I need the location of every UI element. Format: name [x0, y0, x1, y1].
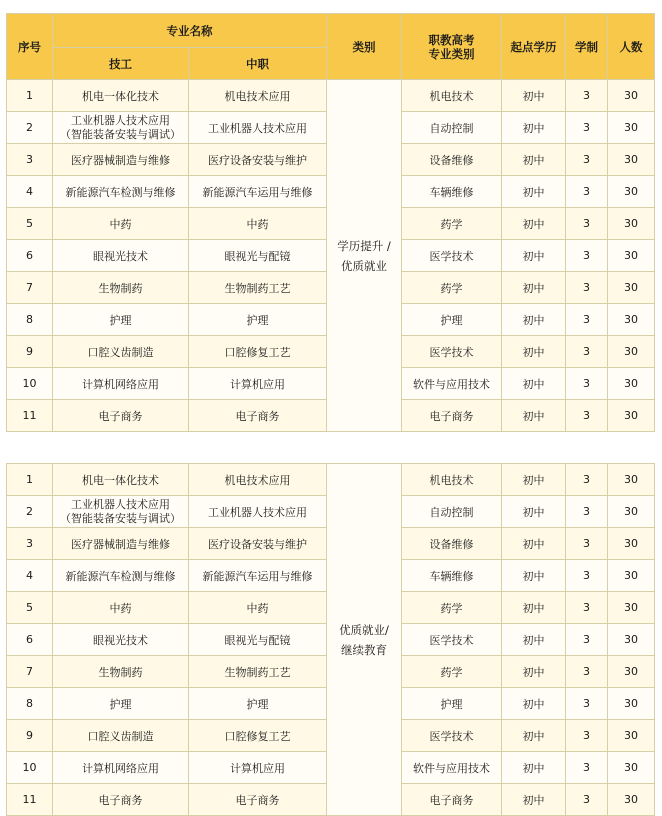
- header-count: 人数: [608, 14, 655, 80]
- cell-secondary: 护理: [189, 304, 327, 336]
- cell-exam-type: 设备维修: [402, 144, 502, 176]
- header-exam-type-line1: 职教高考: [428, 32, 475, 47]
- cell-category: [327, 464, 402, 816]
- cell-duration: 3: [566, 112, 608, 144]
- cell-seq: 8: [7, 304, 53, 336]
- cell-exam-type: 医学技术: [402, 624, 502, 656]
- cell-seq: 5: [7, 208, 53, 240]
- cell-exam-type: 设备维修: [402, 528, 502, 560]
- table-header: [7, 14, 655, 80]
- cell-tech: 计算机网络应用: [53, 752, 189, 784]
- cell-seq: 1: [7, 80, 53, 112]
- cell-duration: 3: [566, 624, 608, 656]
- cell-start-level: 初中: [502, 784, 566, 816]
- cell-count: 30: [608, 656, 655, 688]
- cell-exam-type: 自动控制: [402, 496, 502, 528]
- cell-duration: 3: [566, 208, 608, 240]
- cell-secondary: 眼视光与配镜: [189, 624, 327, 656]
- cell-secondary: 机电技术应用: [189, 80, 327, 112]
- cell-count: 30: [608, 304, 655, 336]
- cell-secondary: 中药: [189, 592, 327, 624]
- cell-category: [327, 80, 402, 432]
- cell-tech: 生物制药: [53, 272, 189, 304]
- cell-count: 30: [608, 272, 655, 304]
- cell-duration: 3: [566, 528, 608, 560]
- cell-secondary: 医疗设备安装与维护: [189, 528, 327, 560]
- category-line1: 优质就业/: [339, 622, 389, 637]
- cell-start-level: 初中: [502, 592, 566, 624]
- cell-start-level: 初中: [502, 368, 566, 400]
- cell-seq: 8: [7, 688, 53, 720]
- cell-count: 30: [608, 80, 655, 112]
- cell-tech-line1: 工业机器人技术应用: [71, 497, 170, 511]
- cell-duration: 3: [566, 272, 608, 304]
- category-line2: 优质就业: [341, 258, 387, 273]
- cell-tech: 眼视光技术: [53, 624, 189, 656]
- cell-tech: 电子商务: [53, 400, 189, 432]
- cell-tech: 护理: [53, 304, 189, 336]
- cell-count: 30: [608, 752, 655, 784]
- table-row: [7, 464, 655, 496]
- cell-duration: 3: [566, 304, 608, 336]
- cell-count: 30: [608, 688, 655, 720]
- cell-exam-type: 医学技术: [402, 336, 502, 368]
- cell-tech: 医疗器械制造与维修: [53, 528, 189, 560]
- cell-exam-type: 护理: [402, 688, 502, 720]
- cell-seq: 2: [7, 496, 53, 528]
- cell-secondary: 新能源汽车运用与维修: [189, 560, 327, 592]
- cell-duration: 3: [566, 240, 608, 272]
- cell-seq: 9: [7, 720, 53, 752]
- cell-duration: 3: [566, 784, 608, 816]
- cell-exam-type: 车辆维修: [402, 560, 502, 592]
- cell-exam-type: 医学技术: [402, 240, 502, 272]
- cell-start-level: 初中: [502, 496, 566, 528]
- cell-secondary: 护理: [189, 688, 327, 720]
- cell-seq: 9: [7, 336, 53, 368]
- cell-start-level: 初中: [502, 464, 566, 496]
- header-tech: 技工: [53, 48, 189, 80]
- cell-tech: 口腔义齿制造: [53, 336, 189, 368]
- header-duration: 学制: [566, 14, 608, 80]
- table-row: [7, 80, 655, 112]
- cell-tech: [53, 112, 189, 144]
- cell-secondary: 眼视光与配镜: [189, 240, 327, 272]
- cell-tech: 新能源汽车检测与维修: [53, 176, 189, 208]
- cell-tech: 眼视光技术: [53, 240, 189, 272]
- header-category: 类别: [327, 14, 402, 80]
- cell-tech-line2: （智能装备安装与调试）: [60, 127, 181, 141]
- cell-start-level: 初中: [502, 240, 566, 272]
- cell-duration: 3: [566, 368, 608, 400]
- cell-count: 30: [608, 144, 655, 176]
- cell-start-level: 初中: [502, 80, 566, 112]
- cell-secondary: 电子商务: [189, 784, 327, 816]
- cell-seq: 1: [7, 464, 53, 496]
- cell-count: 30: [608, 400, 655, 432]
- cell-start-level: 初中: [502, 624, 566, 656]
- cell-seq: 4: [7, 176, 53, 208]
- cell-duration: 3: [566, 752, 608, 784]
- cell-exam-type: 药学: [402, 272, 502, 304]
- group-spacer: [7, 432, 655, 464]
- cell-exam-type: 药学: [402, 592, 502, 624]
- cell-tech: 机电一体化技术: [53, 464, 189, 496]
- cell-start-level: 初中: [502, 144, 566, 176]
- cell-seq: 4: [7, 560, 53, 592]
- cell-start-level: 初中: [502, 720, 566, 752]
- cell-seq: 3: [7, 144, 53, 176]
- cell-count: 30: [608, 720, 655, 752]
- cell-start-level: 初中: [502, 208, 566, 240]
- cell-exam-type: 药学: [402, 208, 502, 240]
- cell-duration: 3: [566, 400, 608, 432]
- cell-seq: 6: [7, 240, 53, 272]
- cell-tech-line2: （智能装备安装与调试）: [60, 511, 181, 525]
- cell-duration: 3: [566, 176, 608, 208]
- cell-tech-line1: 工业机器人技术应用: [71, 113, 170, 127]
- cell-seq: 2: [7, 112, 53, 144]
- cell-exam-type: 机电技术: [402, 80, 502, 112]
- cell-secondary: 中药: [189, 208, 327, 240]
- cell-start-level: 初中: [502, 656, 566, 688]
- cell-exam-type: 软件与应用技术: [402, 368, 502, 400]
- cell-secondary: 计算机应用: [189, 752, 327, 784]
- cell-duration: 3: [566, 720, 608, 752]
- cell-duration: 3: [566, 688, 608, 720]
- category-line2: 继续教育: [341, 642, 387, 657]
- cell-tech: 中药: [53, 592, 189, 624]
- cell-seq: 11: [7, 784, 53, 816]
- cell-duration: 3: [566, 560, 608, 592]
- cell-seq: 7: [7, 656, 53, 688]
- cell-tech: 机电一体化技术: [53, 80, 189, 112]
- cell-count: 30: [608, 592, 655, 624]
- cell-count: 30: [608, 528, 655, 560]
- cell-tech: 中药: [53, 208, 189, 240]
- cell-secondary: 生物制药工艺: [189, 656, 327, 688]
- cell-duration: 3: [566, 144, 608, 176]
- cell-exam-type: 医学技术: [402, 720, 502, 752]
- cell-exam-type: 机电技术: [402, 464, 502, 496]
- header-start-level: 起点学历: [502, 14, 566, 80]
- cell-seq: 7: [7, 272, 53, 304]
- cell-count: 30: [608, 496, 655, 528]
- cell-count: 30: [608, 112, 655, 144]
- cell-start-level: 初中: [502, 560, 566, 592]
- cell-start-level: 初中: [502, 688, 566, 720]
- cell-secondary: 工业机器人技术应用: [189, 112, 327, 144]
- header-seq: 序号: [7, 14, 53, 80]
- cell-tech: 生物制药: [53, 656, 189, 688]
- cell-start-level: 初中: [502, 112, 566, 144]
- cell-duration: 3: [566, 656, 608, 688]
- cell-start-level: 初中: [502, 176, 566, 208]
- cell-duration: 3: [566, 336, 608, 368]
- header-exam-type: [402, 14, 502, 80]
- cell-duration: 3: [566, 464, 608, 496]
- table-body: [7, 80, 655, 816]
- cell-exam-type: 车辆维修: [402, 176, 502, 208]
- cell-secondary: 口腔修复工艺: [189, 336, 327, 368]
- cell-seq: 5: [7, 592, 53, 624]
- cell-secondary: 口腔修复工艺: [189, 720, 327, 752]
- header-exam-type-line2: 专业类别: [428, 46, 475, 61]
- cell-exam-type: 软件与应用技术: [402, 752, 502, 784]
- cell-count: 30: [608, 336, 655, 368]
- cell-tech: 医疗器械制造与维修: [53, 144, 189, 176]
- cell-exam-type: 电子商务: [402, 784, 502, 816]
- cell-tech: 电子商务: [53, 784, 189, 816]
- cell-secondary: 机电技术应用: [189, 464, 327, 496]
- cell-count: 30: [608, 560, 655, 592]
- cell-exam-type: 自动控制: [402, 112, 502, 144]
- cell-tech: 护理: [53, 688, 189, 720]
- cell-secondary: 生物制药工艺: [189, 272, 327, 304]
- cell-start-level: 初中: [502, 336, 566, 368]
- cell-count: 30: [608, 464, 655, 496]
- cell-tech: [53, 496, 189, 528]
- cell-start-level: 初中: [502, 304, 566, 336]
- cell-secondary: 医疗设备安装与维护: [189, 144, 327, 176]
- cell-exam-type: 药学: [402, 656, 502, 688]
- cell-exam-type: 电子商务: [402, 400, 502, 432]
- cell-start-level: 初中: [502, 752, 566, 784]
- cell-secondary: 新能源汽车运用与维修: [189, 176, 327, 208]
- cell-seq: 10: [7, 752, 53, 784]
- cell-start-level: 初中: [502, 400, 566, 432]
- cell-seq: 6: [7, 624, 53, 656]
- cell-count: 30: [608, 784, 655, 816]
- cell-seq: 11: [7, 400, 53, 432]
- cell-duration: 3: [566, 496, 608, 528]
- cell-exam-type: 护理: [402, 304, 502, 336]
- cell-count: 30: [608, 624, 655, 656]
- cell-count: 30: [608, 368, 655, 400]
- cell-secondary: 电子商务: [189, 400, 327, 432]
- cell-start-level: 初中: [502, 272, 566, 304]
- cell-count: 30: [608, 208, 655, 240]
- majors-table: [6, 13, 655, 816]
- cell-count: 30: [608, 240, 655, 272]
- header-secondary: 中职: [189, 48, 327, 80]
- header-major-name: 专业名称: [53, 14, 327, 48]
- cell-seq: 3: [7, 528, 53, 560]
- cell-tech: 口腔义齿制造: [53, 720, 189, 752]
- cell-count: 30: [608, 176, 655, 208]
- cell-secondary: 工业机器人技术应用: [189, 496, 327, 528]
- cell-tech: 计算机网络应用: [53, 368, 189, 400]
- cell-duration: 3: [566, 80, 608, 112]
- cell-secondary: 计算机应用: [189, 368, 327, 400]
- cell-duration: 3: [566, 592, 608, 624]
- cell-seq: 10: [7, 368, 53, 400]
- cell-start-level: 初中: [502, 528, 566, 560]
- cell-tech: 新能源汽车检测与维修: [53, 560, 189, 592]
- category-line1: 学历提升 /: [337, 238, 391, 253]
